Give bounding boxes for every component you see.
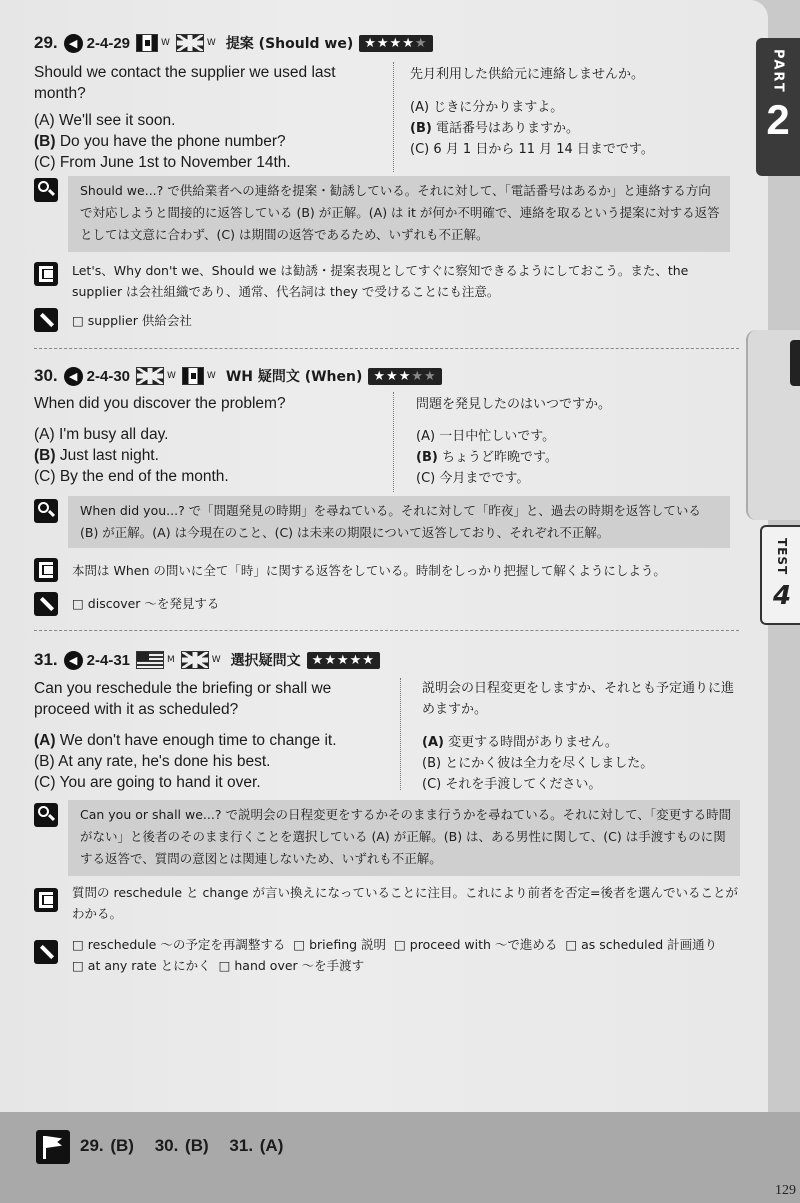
question-type: WH 疑問文 (When) (225, 369, 363, 385)
page-edge-mark (790, 340, 800, 386)
stars-empty: ★ (414, 35, 428, 51)
question-text-en: Can you reschedule the briefing or shall we proceed with it as scheduled? (34, 680, 332, 718)
stars-filled: ★★★★ (364, 35, 415, 51)
options-en (34, 110, 384, 173)
option-c-jp: (C) それを手渡してください。 (422, 777, 602, 792)
uk-flag-icon (176, 34, 204, 52)
vocab-item: □ supplier 供給会社 (72, 313, 192, 328)
question-type: 提案 (Should we) (225, 36, 354, 52)
options-en (34, 730, 394, 793)
speaker-gender: W (167, 371, 176, 381)
magnify-icon (34, 803, 58, 827)
options-en (34, 424, 384, 487)
option-c-jp: (C) 今月までです。 (416, 471, 530, 486)
speaker-gender: W (206, 38, 216, 48)
vocab-list (72, 593, 732, 614)
difficulty-stars (359, 35, 432, 52)
column-divider (393, 62, 394, 172)
option-a-jp: (A) 変更する時間がありません。 (422, 735, 618, 750)
stars-filled: ★★★ (373, 368, 412, 384)
vocab-item: □ hand over ～を手渡す (218, 958, 365, 973)
option-a-en: (A) We don't have enough time to change it. (34, 732, 337, 749)
canada-flag-icon (182, 367, 204, 385)
stars-empty: ★★ (411, 368, 437, 384)
question-text-jp: 説明会の日程変更をしますか、それとも予定通りに進めますか。 (422, 681, 735, 717)
vocab-item: □ at any rate とにかく (72, 958, 211, 973)
audio-icon[interactable]: ◀ (64, 34, 83, 53)
option-c-en: (C) You are going to hand it over. (34, 774, 261, 791)
column-divider (400, 678, 401, 790)
question-number: 31. (34, 650, 58, 669)
pencil-icon (34, 592, 58, 616)
page-number: 129 (775, 1183, 796, 1198)
section-divider (34, 630, 739, 631)
speaker-gender: W (161, 38, 170, 48)
test-tab-label: TEST (775, 538, 789, 576)
option-a-en: (A) We'll see it soon. (34, 112, 176, 129)
test-tab-number: 4 (772, 581, 792, 611)
question-number: 30. (34, 366, 58, 385)
audio-icon[interactable]: ◀ (64, 367, 83, 386)
question-number: 29. (34, 33, 58, 52)
hint-text: 本問は When の問いに全て「時」に関する返答をしている。時制をしっかり把握して解くようにしよう。 (72, 563, 666, 578)
explanation-box: When did you...? で「問題発見の時期」を尋ねている。それに対して「昨夜」と、過去の時期を返答している (B) が正解。(A) は今現在のこと、(C) は未来の期限について返答しており、それぞれ不正解。 (68, 496, 730, 548)
question-header (34, 33, 433, 53)
option-b-en: (B) Do you have the phone number? (34, 133, 286, 150)
answer-band (0, 1112, 800, 1203)
question-text-jp: 問題を発見したのはいつですか。 (416, 397, 612, 412)
uk-flag-icon (181, 651, 209, 669)
point-icon (34, 558, 58, 582)
options-jp (410, 97, 730, 160)
stars-filled: ★★★★★ (311, 652, 375, 668)
uk-flag-icon (136, 367, 164, 385)
question-type: 選択疑問文 (230, 653, 301, 669)
question-text-en: Should we contact the supplier we used last month? (34, 64, 336, 102)
speaker-gender: W (206, 371, 216, 381)
explanation-box: Can you or shall we...? で説明会の日程変更をするかそのまま行うかを尋ねている。それに対して、「変更する時間がない」と後者のそのまま行くことを選択している (A) が正解。(B) は、ある男性に関して、(C) は手渡すものに関する返答で、質問の意図とは関連しないため、いずれも不正解。 (68, 800, 740, 876)
options-jp (422, 732, 742, 795)
speaker-gender: M (167, 655, 175, 665)
answer-30: 30. (B) (154, 1136, 209, 1155)
hint-text: 質問の reschedule と change が言い換えになっていることに注目。これにより前者を否定=後者を選んでいることがわかる。 (72, 885, 738, 921)
option-b-jp: (B) ちょうど昨晩です。 (416, 450, 558, 465)
difficulty-stars (307, 652, 380, 669)
answer-key (80, 1136, 297, 1156)
answer-31: 31. (A) (229, 1136, 284, 1155)
option-c-en: (C) From June 1st to November 14th. (34, 154, 291, 171)
vocab-item: □ proceed with ～で進める (393, 937, 558, 952)
option-a-jp: (A) じきに分かりますよ。 (410, 100, 564, 115)
options-jp (416, 426, 736, 489)
option-b-jp: (B) とにかく彼は全力を尽くしました。 (422, 756, 654, 771)
audio-icon[interactable]: ◀ (64, 651, 83, 670)
point-icon (34, 262, 58, 286)
answer-29: 29. (B) (80, 1136, 134, 1155)
section-divider (34, 348, 739, 349)
option-b-en: (B) At any rate, he's done his best. (34, 753, 271, 770)
question-text-jp: 先月利用した供給元に連絡しませんか。 (410, 67, 645, 82)
question-header (34, 366, 442, 386)
vocab-list (72, 310, 732, 331)
vocab-list (72, 934, 740, 976)
option-b-jp: (B) 電話番号はありますか。 (410, 121, 579, 136)
option-c-en: (C) By the end of the month. (34, 468, 229, 485)
canada-flag-icon (136, 34, 158, 52)
magnify-icon (34, 499, 58, 523)
option-b-en: (B) Just last night. (34, 447, 159, 464)
part-tab-label: PART (770, 48, 786, 94)
vocab-item: □ as scheduled 計画通り (565, 937, 718, 952)
part-tab-number: 2 (766, 96, 790, 143)
point-icon (34, 888, 58, 912)
option-c-jp: (C) 6 月 1 日から 11 月 14 日までです。 (410, 142, 654, 157)
pencil-icon (34, 308, 58, 332)
speaker-gender: W (211, 655, 221, 665)
audio-track: 2-4-29 (86, 34, 130, 52)
magnify-icon (34, 178, 58, 202)
explanation-box: Should we...? で供給業者への連絡を提案・勧誘している。それに対して、「電話番号はあるか」と連絡する方向で対応しようと間接的に返答している (B) が正解。(A) は it が何か不明確で、連絡を取るという提案に対する返答としては文意に合わず、(C) は期間の返答であるため、いずれも不正解。 (68, 176, 730, 252)
vocab-item: □ reschedule ～の予定を再調整する (72, 937, 286, 952)
option-a-jp: (A) 一日中忙しいです。 (416, 429, 556, 444)
answer-flag-icon (36, 1130, 70, 1164)
vocab-item: □ discover ～を発見する (72, 596, 220, 611)
audio-track: 2-4-31 (86, 651, 130, 669)
pencil-icon (34, 940, 58, 964)
difficulty-stars (368, 368, 441, 385)
question-header (34, 650, 380, 670)
hint-text: Let's、Why don't we、Should we は勧誘・提案表現としてすぐに察知できるようにしておこう。また、the supplier は会社組織であり、通常、代名詞は they で受けることにも注意。 (72, 263, 689, 299)
us-flag-icon (136, 651, 164, 669)
audio-track: 2-4-30 (86, 367, 130, 385)
vocab-item: □ briefing 説明 (293, 937, 387, 952)
question-text-en: When did you discover the problem? (34, 395, 286, 412)
part-tab[interactable] (756, 38, 800, 176)
option-a-en: (A) I'm busy all day. (34, 426, 169, 443)
test-tab[interactable] (760, 525, 800, 625)
column-divider (393, 392, 394, 492)
